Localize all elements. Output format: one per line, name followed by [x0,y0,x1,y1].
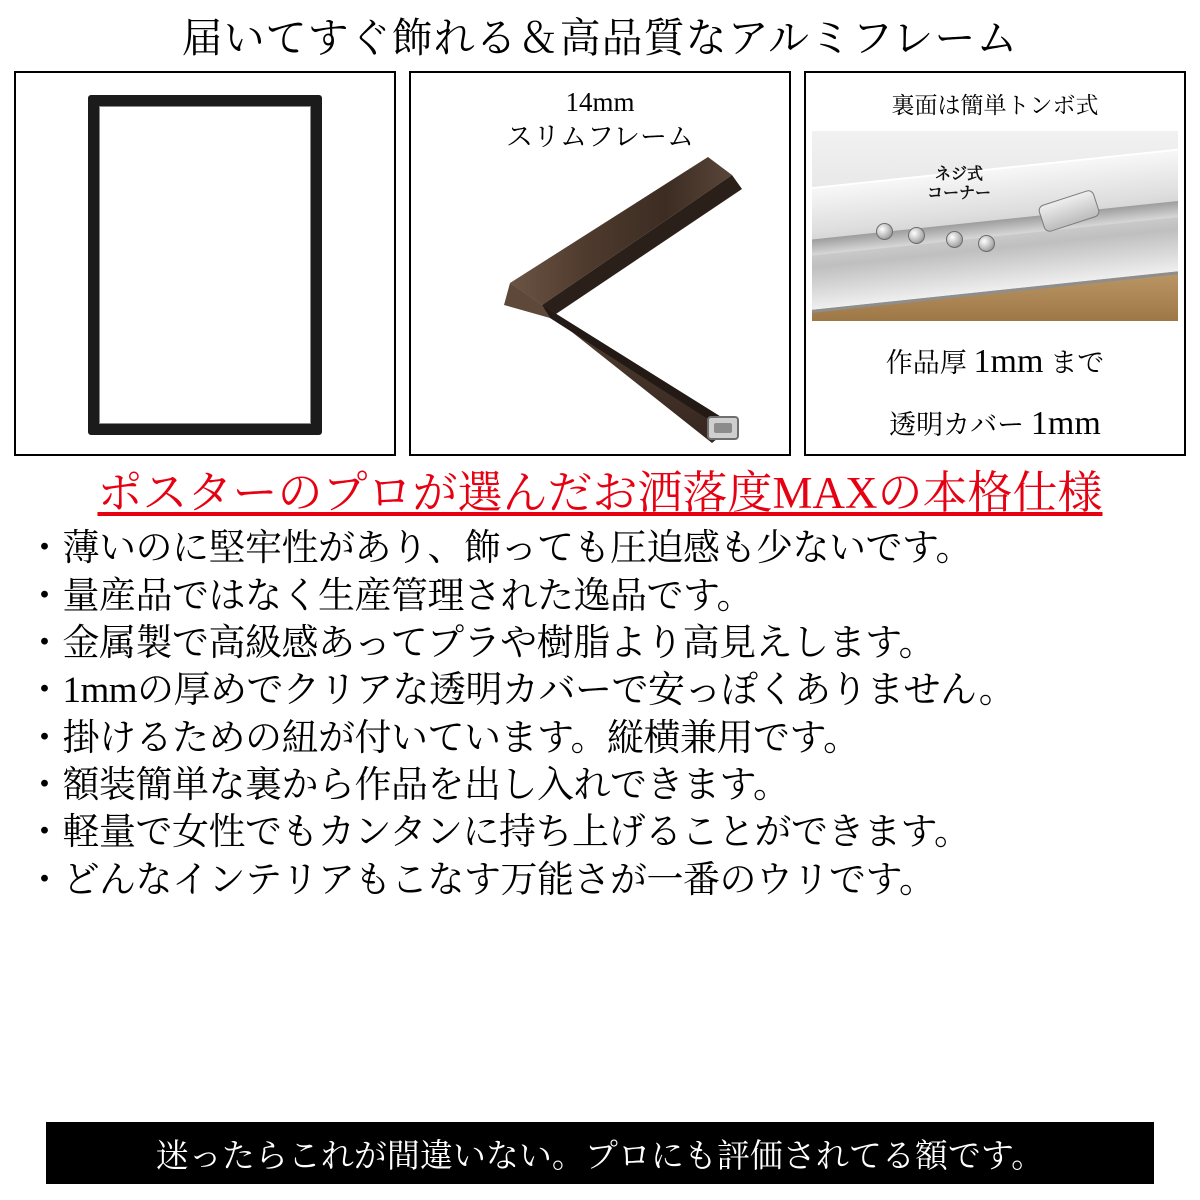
slim-frame-caption [411,85,789,154]
screw-icon [978,235,995,252]
screw-icon [908,227,925,244]
spec2-value: 1mm [1030,405,1101,442]
spec2-prefix: 透明カバー [889,410,1025,440]
back-side-caption: 裏面は簡単トンボ式 [891,93,1099,118]
back-side-photo [812,131,1178,321]
spec-clear-cover [806,403,1184,443]
list-item: ・どんなインテリアもこなす万能さが一番のウリです。 [26,859,936,901]
list-item: ・金属製で高級感あってプラや樹脂より高見えします。 [26,622,936,664]
list-item: ・量産品ではなく生産管理された逸品です。 [26,575,754,617]
slim-frame-caption-line2: スリムフレーム [506,121,694,152]
spec1-value: 1mm [973,343,1044,380]
spec1-suffix: まで [1050,348,1105,378]
list-item: ・薄いのに堅牢性があり、飾っても圧迫感も少ないです。 [26,528,973,570]
frame-inner-border [99,106,311,424]
list-item: ・掛けるための紐が付いています。縦横兼用です。 [26,717,860,759]
photo-label-line2: コーナー [926,185,991,203]
panel-frame-illustration [14,71,396,456]
slim-frame-caption-line1: 14mm [565,87,635,117]
black-frame-icon [88,95,322,435]
headline-red: ポスターのプロが選んだお洒落度MAXの本格仕様 [97,468,1103,518]
page-title: 届いてすぐ飾れる＆高品質なアルミフレーム [181,15,1019,61]
photo-label-screw-corner [904,165,1014,203]
screw-icon [876,223,893,240]
list-item: ・軽量で女性でもカンタンに持ち上げることができます。 [26,812,971,854]
screw-icon [946,231,963,248]
list-item: ・1mmの厚めでクリアな透明カバーで安っぽくありません。 [26,670,1016,712]
list-item: ・額装簡単な裏から作品を出し入れできます。 [26,765,790,807]
frame-corner-icon [450,155,750,445]
panel-back-side [804,71,1186,456]
feature-bullet-list [0,519,1200,904]
feature-panels [0,71,1200,456]
spec-artwork-thickness [806,341,1184,381]
footer-banner: 迷ったらこれが間違いない。プロにも評価されてる額です。 [46,1122,1154,1184]
frame-corner-illustration [411,155,789,445]
spec1-prefix: 作品厚 [885,348,967,378]
photo-label-line1: ネジ式 [934,166,983,183]
panel-slim-frame [409,71,791,456]
